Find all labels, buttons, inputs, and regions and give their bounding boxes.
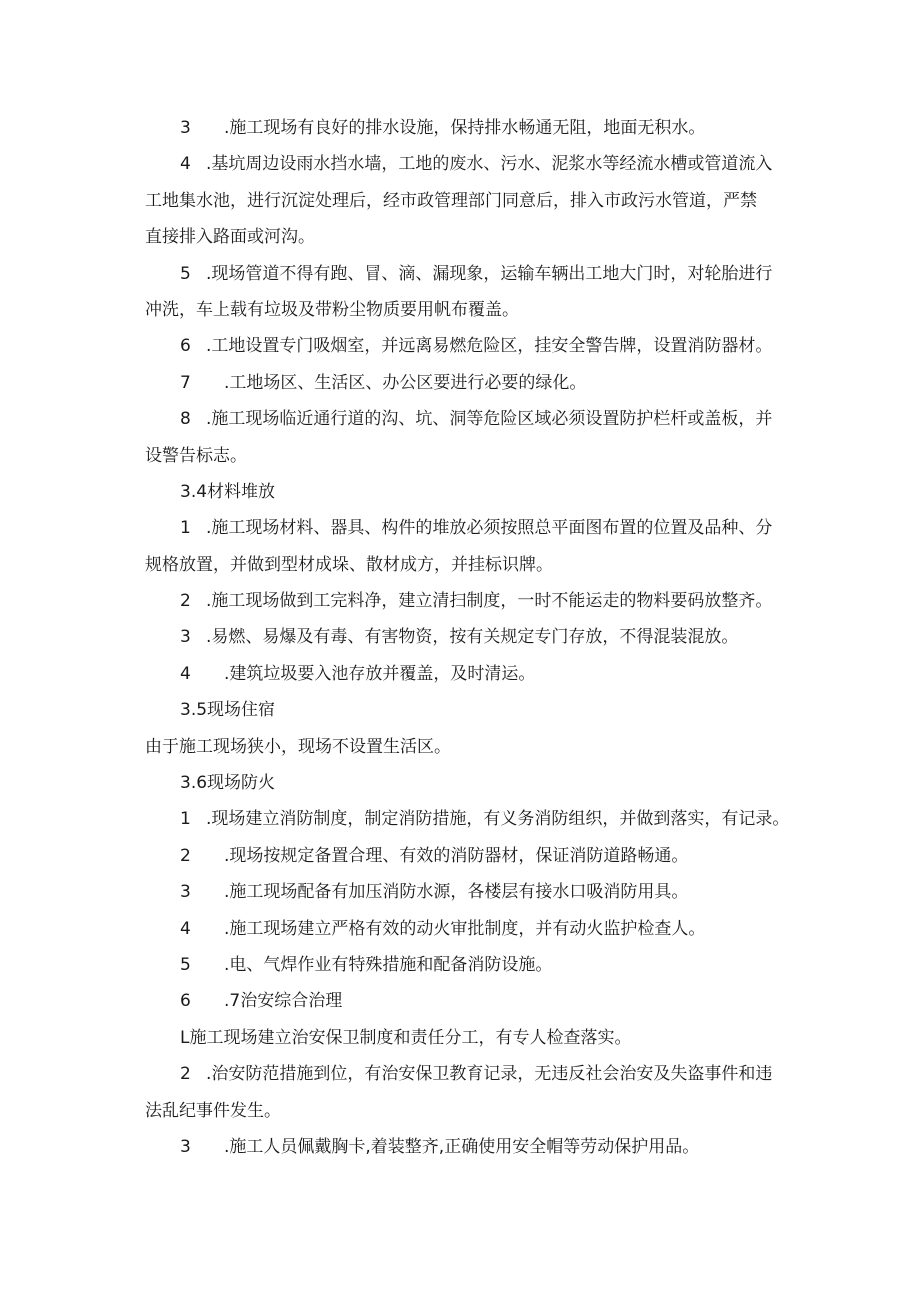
item-number: 5 [180,263,191,284]
list-item-pipes [0,256,920,292]
continuation-line [0,438,920,474]
item-number: 3 [180,627,191,648]
item-number: 6 [180,991,191,1012]
item-number: 3 [180,882,191,903]
item-number: 3 [180,1136,191,1157]
item-text: .现场建立消防制度，制定消防措施，有义务消防组织，并做到落实，有记录。 [206,809,790,830]
list-item-material-placement [0,510,920,546]
list-item-security-system [0,1020,920,1056]
item-text: .建筑垃圾要入池存放并覆盖，及时清运。 [224,663,536,684]
item-number: 1 [180,809,191,830]
item-text: 直接排入路面或河沟。 [145,227,315,248]
item-text: .基坑周边设雨水挡水墙，工地的废水、污水、泥浆水等经流水槽或管道流入 [206,154,773,175]
item-text: 设警告标志。 [145,445,247,466]
section-heading-text: 3.4材料堆放 [180,481,276,502]
list-item-smoking-room [0,328,920,364]
continuation-line [0,1093,920,1129]
item-text: .施工现场配备有加压消防水源，各楼层有接水口吸消防用具。 [224,882,689,903]
item-number: 4 [180,918,191,939]
section-heading-fire-prevention [0,765,920,801]
item-text: L施工现场建立治安保卫制度和责任分工，有专人检查落实。 [180,1027,632,1048]
continuation-line [0,292,920,328]
continuation-line [0,547,920,583]
section-heading-text: 3.6现场防火 [180,773,276,794]
item-text: .电、气焊作业有特殊措施和配备消防设施。 [224,954,553,975]
list-item-rainwater-wall [0,146,920,182]
item-number: 2 [180,845,191,866]
item-number: 2 [180,1064,191,1085]
section-heading-accommodation [0,692,920,728]
item-text: .施工现场临近通行道的沟、坑、洞等危险区域必须设置防护栏杆或盖板，并 [206,409,773,430]
paragraph-text: 由于施工现场狭小，现场不设置生活区。 [145,736,451,757]
list-item-fire-water [0,874,920,910]
section-heading-security [0,983,920,1019]
section-heading-material-storage [0,474,920,510]
item-number: 1 [180,518,191,539]
list-item-hot-work [0,911,920,947]
continuation-line [0,219,920,255]
section-heading-text: 3.5现场住宿 [180,700,276,721]
list-item-welding [0,947,920,983]
list-item-security-measures [0,1056,920,1092]
item-number: 7 [180,372,191,393]
item-number: 8 [180,409,191,430]
list-item-hazardous-materials [0,619,920,655]
item-text: .治安防范措施到位，有治安保卫教育记录，无违反社会治安及失盗事件和违 [206,1064,773,1085]
list-item-cleanup [0,583,920,619]
paragraph-accommodation [0,729,920,765]
item-text: .易燃、易爆及有毒、有害物资，按有关规定专门存放，不得混装混放。 [206,627,739,648]
list-item-worker-protection [0,1129,920,1165]
item-number: 4 [180,663,191,684]
list-item-fire-equipment [0,838,920,874]
list-item-construction-waste [0,656,920,692]
item-text: .施工现场做到工完料净，建立清扫制度，一时不能运走的物料要码放整齐。 [206,591,773,612]
item-text: 法乱纪事件发生。 [145,1100,281,1121]
item-text: 规格放置，并做到型材成垛、散材成方，并挂标识牌。 [145,554,553,575]
item-number: 5 [180,954,191,975]
item-text: .现场管道不得有跑、冒、滴、漏现象，运输车辆出工地大门时，对轮胎进行 [206,263,773,284]
item-number: 3 [180,118,191,138]
list-item-greening [0,365,920,401]
item-text: .工地场区、生活区、办公区要进行必要的绿化。 [224,372,587,393]
section-heading-text: .7治安综合治理 [224,991,343,1012]
item-text: .施工现场有良好的排水设施，保持排水畅通无阻，地面无积水。 [224,118,706,138]
list-item-drainage [0,110,920,146]
item-text: 冲洗，车上载有垃圾及带粉尘物质要用帆布覆盖。 [145,299,519,320]
item-text: .施工现场材料、器具、构件的堆放必须按照总平面图布置的位置及品种、分 [206,518,773,539]
continuation-line [0,183,920,219]
item-text: 工地集水池，进行沉淀处理后，经市政管理部门同意后，排入市政污水管道，严禁 [145,190,757,211]
item-number: 6 [180,336,191,357]
item-text: .工地设置专门吸烟室，并远离易燃危险区，挂安全警告牌，设置消防器材。 [206,336,773,357]
document-body [0,110,920,1165]
item-text: .施工现场建立严格有效的动火审批制度，并有动火监护检查人。 [224,918,706,939]
item-text: .施工人员佩戴胸卡,着装整齐,正确使用安全帽等劳动保护用品。 [224,1136,700,1157]
item-number: 4 [180,154,191,175]
list-item-hazard-areas [0,401,920,437]
item-text: .现场按规定备置合理、有效的消防器材，保证消防道路畅通。 [224,845,689,866]
item-number: 2 [180,591,191,612]
list-item-fire-system [0,801,920,837]
